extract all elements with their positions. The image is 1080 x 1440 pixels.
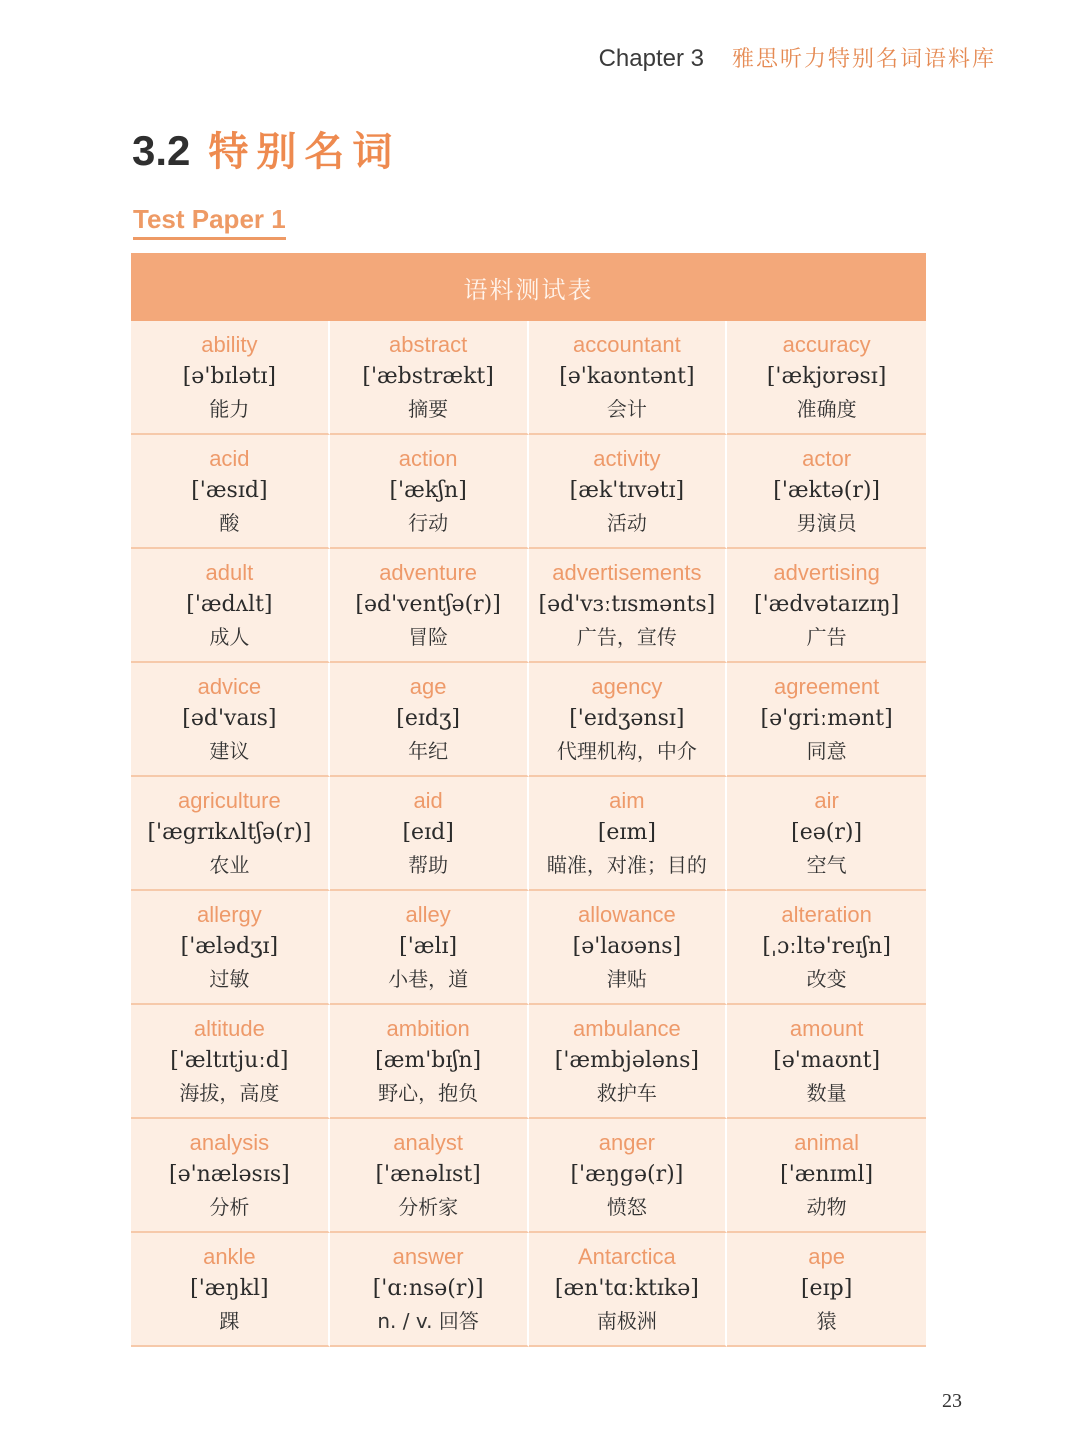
vocab-ipa: [eə(r)] — [791, 820, 863, 845]
table-header: 语料测试表 — [131, 253, 926, 321]
vocab-ipa: ['ælədʒɪ] — [180, 934, 279, 959]
vocab-ipa: ['æsɪd] — [191, 478, 268, 503]
vocab-ipa: [ə'laʊəns] — [572, 934, 682, 959]
vocab-meaning: 数量 — [806, 1081, 847, 1105]
vocab-cell — [529, 321, 728, 435]
page-number: 23 — [942, 1390, 962, 1412]
vocab-meaning: 南极洲 — [596, 1309, 657, 1333]
vocab-ipa: [eɪdʒ] — [396, 706, 460, 731]
vocab-ipa: ['æktə(r)] — [773, 478, 881, 503]
vocab-word: abstract — [388, 332, 468, 357]
vocab-cell — [727, 435, 926, 549]
vocab-cell — [727, 663, 926, 777]
vocab-meaning: 男演员 — [796, 511, 857, 535]
vocab-word: agriculture — [178, 788, 281, 813]
vocab-cell — [529, 435, 728, 549]
vocab-cell — [330, 549, 529, 663]
vocab-word: Antarctica — [577, 1244, 676, 1269]
vocab-cell — [330, 1233, 529, 1347]
vocab-meaning: 建议 — [209, 739, 250, 763]
vocab-ipa: ['eɪdʒənsɪ] — [569, 706, 685, 731]
vocab-ipa: [æm'bɪʃn] — [375, 1048, 482, 1073]
vocab-cell — [330, 663, 529, 777]
vocab-cell — [330, 321, 529, 435]
vocab-ipa: [ə'næləsɪs] — [168, 1162, 290, 1187]
vocab-ipa: [əd'vaɪs] — [182, 706, 277, 731]
vocab-cell — [727, 777, 926, 891]
vocab-meaning: 帮助 — [408, 853, 449, 877]
vocab-ipa: ['ædvətaɪzɪŋ] — [754, 592, 900, 617]
vocab-meaning: 能力 — [209, 397, 250, 421]
vocab-ipa: [æk'tɪvətɪ] — [569, 478, 685, 503]
vocab-meaning: 小巷，道 — [388, 967, 469, 991]
vocab-cell — [330, 891, 529, 1005]
vocab-word: agency — [591, 674, 663, 699]
section-heading — [132, 120, 400, 177]
vocab-cell — [529, 891, 728, 1005]
vocab-meaning: 过敏 — [209, 967, 250, 991]
vocab-meaning: 代理机构，中介 — [556, 739, 697, 763]
vocab-cell — [529, 1005, 728, 1119]
vocab-cell — [131, 321, 330, 435]
vocab-word: advertisements — [552, 560, 702, 585]
vocab-ipa: [eɪp] — [800, 1276, 853, 1301]
vocab-meaning: 野心，抱负 — [378, 1081, 479, 1105]
vocab-word: age — [409, 674, 447, 699]
vocab-cell — [131, 891, 330, 1005]
vocab-ipa: ['æltɪtjuːd] — [170, 1048, 289, 1073]
table-body — [131, 321, 926, 1347]
vocab-word: allowance — [577, 902, 676, 927]
vocab-word: advice — [197, 674, 262, 699]
vocab-ipa: [ˌɔːltə'reɪʃn] — [762, 934, 891, 959]
vocab-cell — [727, 891, 926, 1005]
test-paper-label: Test Paper 1 — [133, 204, 286, 240]
vocab-cell — [727, 549, 926, 663]
vocab-cell — [131, 549, 330, 663]
vocab-ipa: [ə'griːmənt] — [760, 706, 893, 731]
vocab-word: action — [398, 446, 458, 471]
vocab-word: analyst — [393, 1130, 463, 1155]
vocab-meaning: 分析 — [209, 1195, 250, 1219]
vocab-word: actor — [802, 446, 852, 471]
vocab-cell — [131, 777, 330, 891]
vocab-ipa: ['æŋgə(r)] — [570, 1162, 684, 1187]
vocab-word: allergy — [196, 902, 262, 927]
vocab-meaning: n. / v. 回答 — [377, 1309, 479, 1333]
vocab-meaning: 成人 — [209, 625, 250, 649]
vocab-word: anger — [598, 1130, 656, 1155]
vocab-cell — [330, 777, 529, 891]
vocab-word: adventure — [379, 560, 478, 585]
vocab-ipa: ['ægrɪkʌltʃə(r)] — [147, 820, 312, 845]
vocab-cell — [529, 549, 728, 663]
vocab-word: alteration — [781, 902, 872, 927]
vocab-ipa: [əd'ventʃə(r)] — [355, 592, 501, 617]
vocab-cell — [529, 1233, 728, 1347]
vocab-meaning: 踝 — [219, 1309, 240, 1333]
vocab-word: accountant — [573, 332, 681, 357]
vocab-ipa: [æn'tɑːktɪkə] — [554, 1276, 699, 1301]
vocab-ipa: [ə'maʊnt] — [773, 1048, 881, 1073]
vocab-cell — [330, 1119, 529, 1233]
vocab-meaning: 瞄准，对准；目的 — [546, 853, 707, 877]
vocab-cell — [330, 1005, 529, 1119]
vocab-meaning: 年纪 — [408, 739, 449, 763]
vocab-table — [131, 253, 926, 1347]
vocab-ipa: [ə'bɪlətɪ] — [182, 364, 277, 389]
vocab-ipa: ['ælɪ] — [399, 934, 458, 959]
vocab-meaning: 救护车 — [596, 1081, 657, 1105]
vocab-cell — [727, 321, 926, 435]
vocab-meaning: 准确度 — [796, 397, 857, 421]
vocab-word: acid — [209, 446, 250, 471]
vocab-word: amount — [789, 1016, 864, 1041]
vocab-ipa: ['ækʃn] — [389, 478, 467, 503]
vocab-meaning: 广告 — [806, 625, 847, 649]
vocab-word: air — [814, 788, 839, 813]
vocab-ipa: [ə'kaʊntənt] — [559, 364, 695, 389]
vocab-meaning: 活动 — [606, 511, 647, 535]
vocab-ipa: [əd'vɜːtɪsmənts] — [538, 592, 716, 617]
vocab-meaning: 津贴 — [606, 967, 647, 991]
section-number: 3.2 — [132, 127, 191, 174]
vocab-meaning: 改变 — [806, 967, 847, 991]
vocab-cell — [131, 435, 330, 549]
chapter-title: 雅思听力特别名词语料库 — [731, 47, 996, 72]
vocab-word: accuracy — [782, 332, 871, 357]
vocab-word: answer — [392, 1244, 464, 1269]
vocab-meaning: 行动 — [408, 511, 449, 535]
section-title: 特别名词 — [208, 129, 401, 175]
vocab-word: ability — [201, 332, 258, 357]
vocab-word: altitude — [193, 1016, 265, 1041]
vocab-cell — [727, 1005, 926, 1119]
vocab-word: ankle — [203, 1244, 256, 1269]
vocab-word: alley — [405, 902, 451, 927]
vocab-meaning: 同意 — [806, 739, 847, 763]
vocab-meaning: 愤怒 — [606, 1195, 647, 1219]
vocab-ipa: ['æŋkl] — [190, 1276, 269, 1301]
vocab-cell — [727, 1119, 926, 1233]
vocab-word: activity — [593, 446, 661, 471]
vocab-cell — [529, 663, 728, 777]
vocab-word: analysis — [189, 1130, 270, 1155]
vocab-cell — [727, 1233, 926, 1347]
chapter-label: Chapter 3 — [598, 45, 704, 72]
vocab-cell — [330, 435, 529, 549]
running-head — [599, 42, 996, 73]
vocab-ipa: ['æmbjələns] — [554, 1048, 699, 1073]
vocab-word: animal — [794, 1130, 860, 1155]
vocab-ipa: ['æbstrækt] — [362, 364, 494, 389]
vocab-ipa: [eɪm] — [597, 820, 656, 845]
vocab-word: advertising — [773, 560, 880, 585]
vocab-word: aid — [413, 788, 443, 813]
vocab-ipa: ['ænəlɪst] — [375, 1162, 481, 1187]
vocab-meaning: 会计 — [606, 397, 647, 421]
vocab-ipa: ['ædʌlt] — [186, 592, 273, 617]
vocab-cell — [131, 663, 330, 777]
vocab-word: ape — [808, 1244, 845, 1269]
vocab-ipa: ['ækjʊrəsɪ] — [766, 364, 887, 389]
vocab-meaning: 冒险 — [408, 625, 449, 649]
vocab-meaning: 分析家 — [398, 1195, 459, 1219]
vocab-word: adult — [205, 560, 254, 585]
vocab-ipa: ['ɑːnsə(r)] — [372, 1276, 484, 1301]
vocab-word: ambition — [386, 1016, 470, 1041]
vocab-meaning: 摘要 — [408, 397, 449, 421]
vocab-ipa: ['ænɪml] — [780, 1162, 874, 1187]
vocab-meaning: 空气 — [806, 853, 847, 877]
vocab-word: aim — [609, 788, 645, 813]
vocab-cell — [529, 777, 728, 891]
vocab-cell — [131, 1005, 330, 1119]
vocab-word: agreement — [774, 674, 880, 699]
vocab-ipa: [eɪd] — [402, 820, 454, 845]
vocab-meaning: 酸 — [219, 511, 240, 535]
vocab-cell — [131, 1119, 330, 1233]
vocab-meaning: 广告，宣传 — [576, 625, 677, 649]
vocab-meaning: 海拔，高度 — [179, 1081, 280, 1105]
vocab-meaning: 农业 — [209, 853, 250, 877]
vocab-meaning: 动物 — [806, 1195, 847, 1219]
vocab-cell — [131, 1233, 330, 1347]
vocab-cell — [529, 1119, 728, 1233]
vocab-word: ambulance — [573, 1016, 681, 1041]
vocab-meaning: 猿 — [816, 1309, 837, 1333]
